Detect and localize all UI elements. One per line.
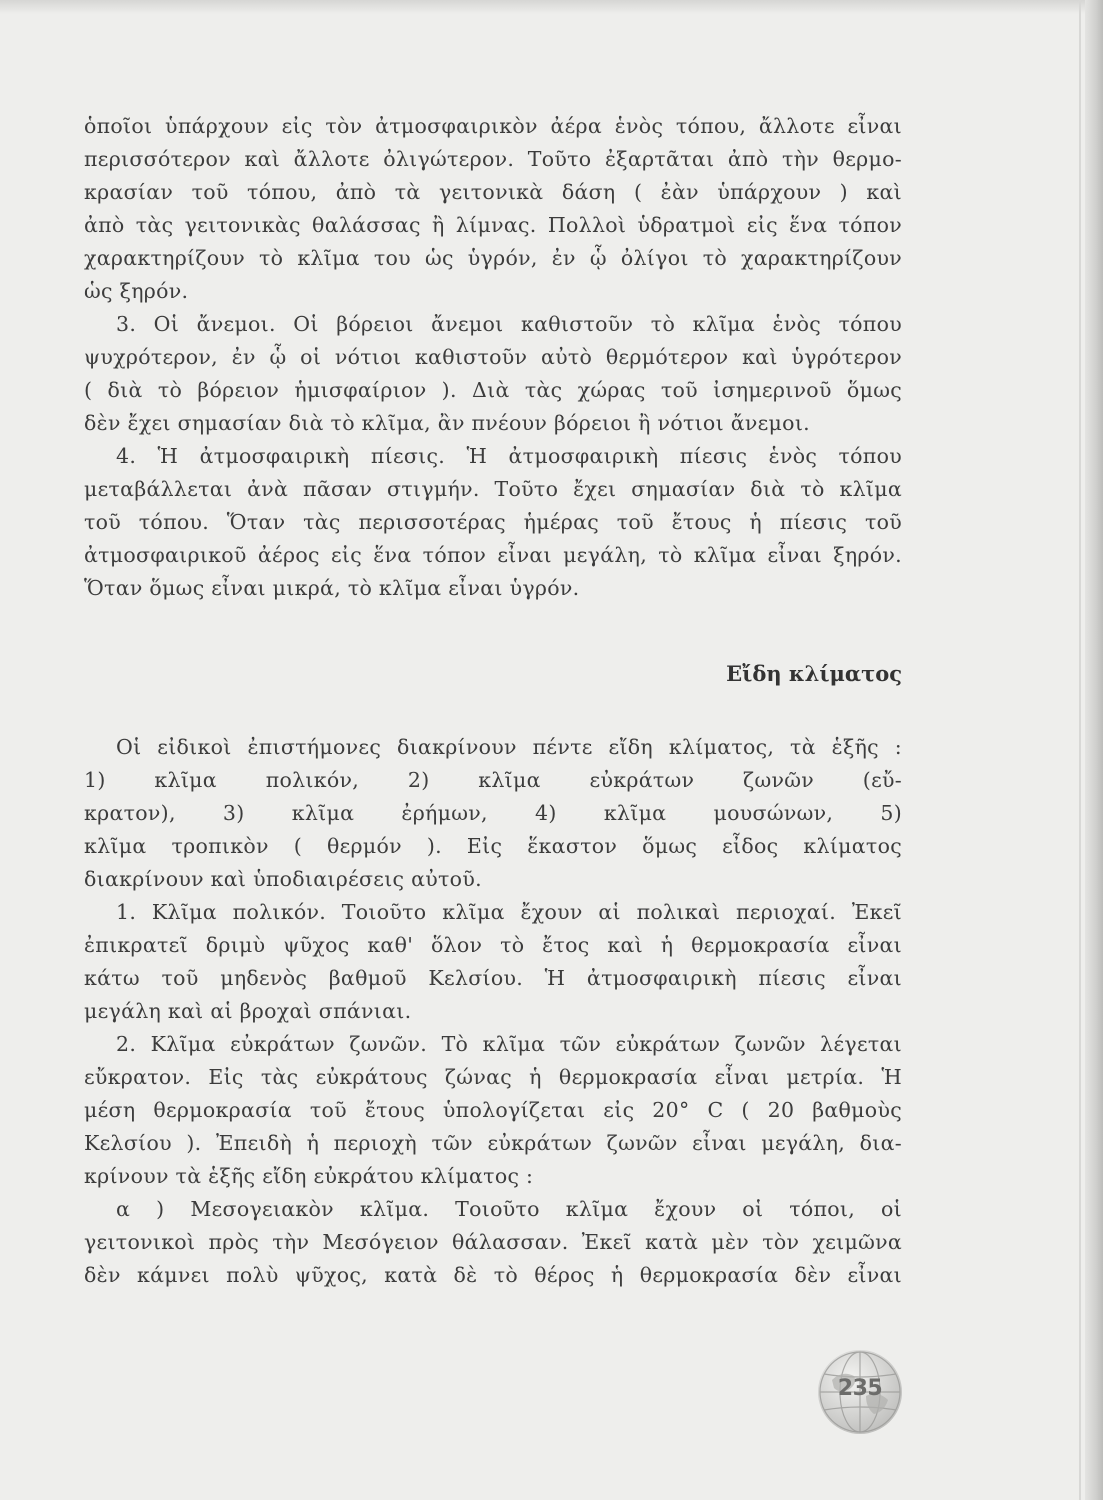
page-edge — [1085, 0, 1103, 1500]
text-line: α ) Μεσογειακὸν κλῖμα. Τοιοῦτο κλῖμα ἔχουν οἱ τόποι, οἱ — [116, 1197, 902, 1221]
text-line: δὲν ἔχει σημασίαν διὰ τὸ κλῖμα, ἂν πνέουν βόρειοι ἢ νότιοι ἄνεμοι. — [84, 411, 810, 435]
body-text — [84, 110, 902, 1292]
text-line: δὲν κάμνει πολὺ ψῦχος, κατὰ δὲ τὸ θέρος ἡ θερμοκρασία δὲν εἶναι — [84, 1263, 902, 1287]
text-line: κλῖμα τροπικὸν ( θερμόν ). Εἰς ἕκαστον ὅμως εἶδος κλίματος — [84, 834, 902, 858]
text-line: ὁποῖοι ὑπάρχουν εἰς τὸν ἀτμοσφαιρικὸν ἀέρα ἑνὸς τόπου, ἄλλοτε εἶναι — [84, 114, 902, 138]
top-shadow — [0, 0, 1103, 14]
globe-page-badge — [818, 1350, 902, 1434]
text-line: 1. Κλῖμα πολικόν. Τοιοῦτο κλῖμα ἔχουν αἱ πολικαὶ περιοχαί. Ἐκεῖ — [116, 900, 902, 924]
text-line: περισσότερον καὶ ἄλλοτε ὀλιγώτερον. Τοῦτο ἐξαρτᾶται ἀπὸ τὴν θερμο- — [84, 147, 902, 171]
text-line: 4. Ἡ ἀτμοσφαιρικὴ πίεσις. Ἡ ἀτμοσφαιρικὴ πίεσις ἑνὸς τόπου — [116, 444, 902, 468]
text-line: 3. Οἱ ἄνεμοι. Οἱ βόρειοι ἄνεμοι καθιστοῦν τὸ κλῖμα ἑνὸς τόπου — [116, 312, 902, 336]
text-line: μέση θερμοκρασία τοῦ ἔτους ὑπολογίζεται εἰς 20° C ( 20 βαθμοὺς — [84, 1098, 902, 1122]
text-line: εὔκρατον. Εἰς τὰς εὐκράτους ζώνας ἡ θερμοκρασία εἶναι μετρία. Ἡ — [84, 1065, 902, 1089]
page-number: 235 — [837, 1376, 883, 1401]
text-line: χαρακτηρίζουν τὸ κλῖμα του ὡς ὑγρόν, ἐν ᾧ ὀλίγοι τὸ χαρακτηρίζουν — [84, 246, 902, 270]
text-line: μεταβάλλεται ἀνὰ πᾶσαν στιγμήν. Τοῦτο ἔχει σημασίαν διὰ τὸ κλῖμα — [84, 477, 902, 501]
text-line: 1) κλῖμα πολικόν, 2) κλῖμα εὐκράτων ζωνῶν (εὔ- — [84, 768, 902, 792]
text-line: κάτω τοῦ μηδενὸς βαθμοῦ Κελσίου. Ἡ ἀτμοσφαιρικὴ πίεσις εἶναι — [84, 966, 902, 990]
text-line: τοῦ τόπου. Ὅταν τὰς περισσοτέρας ἡμέρας τοῦ ἔτους ἡ πίεσις τοῦ — [84, 510, 902, 534]
text-line: κρίνουν τὰ ἑξῆς εἴδη εὐκράτου κλίματος : — [84, 1164, 534, 1188]
text-line: διακρίνουν καὶ ὑποδιαιρέσεις αὐτοῦ. — [84, 867, 482, 891]
text-line: Κελσίου ). Ἐπειδὴ ἡ περιοχὴ τῶν εὐκράτων ζωνῶν εἶναι μεγάλη, δια- — [84, 1131, 902, 1155]
text-line: ἐπικρατεῖ δριμὺ ψῦχος καθ' ὅλον τὸ ἔτος καὶ ἡ θερμοκρασία εἶναι — [84, 933, 902, 957]
text-line: γειτονικοὶ πρὸς τὴν Μεσόγειον θάλασσαν. Ἐκεῖ κατὰ μὲν τὸν χειμῶνα — [84, 1230, 902, 1254]
text-line: ἀτμοσφαιρικοῦ ἀέρος εἰς ἕνα τόπον εἶναι μεγάλη, τὸ κλῖμα εἶναι ξηρόν. — [84, 543, 902, 567]
text-line: κρατον), 3) κλῖμα ἐρήμων, 4) κλῖμα μουσώνων, 5) — [84, 801, 902, 825]
text-line: κρασίαν τοῦ τόπου, ἀπὸ τὰ γειτονικὰ δάση ( ἐὰν ὑπάρχουν ) καὶ — [84, 180, 902, 204]
text-line: ( διὰ τὸ βόρειον ἡμισφαίριον ). Διὰ τὰς χώρας τοῦ ἰσημερινοῦ ὅμως — [84, 378, 902, 402]
text-line: ὡς ξηρόν. — [84, 279, 189, 303]
section-heading: Εἴδη κλίματος — [726, 661, 902, 686]
text-line: Οἱ εἰδικοὶ ἐπιστήμονες διακρίνουν πέντε εἴδη κλίματος, τὰ ἑξῆς : — [116, 735, 902, 759]
text-line: Ὅταν ὅμως εἶναι μικρά, τὸ κλῖμα εἶναι ὑγρόν. — [84, 576, 580, 600]
page-edge-line — [1079, 0, 1081, 1500]
text-line: ψυχρότερον, ἐν ᾧ οἱ νότιοι καθιστοῦν αὐτὸ θερμότερον καὶ ὑγρότερον — [84, 345, 902, 369]
text-line: ἀπὸ τὰς γειτονικὰς θαλάσσας ἢ λίμνας. Πολλοὶ ὑδρατμοὶ εἰς ἕνα τόπον — [84, 213, 902, 237]
text-line: μεγάλη καὶ αἱ βροχαὶ σπάνιαι. — [84, 999, 412, 1023]
text-line: 2. Κλῖμα εὐκράτων ζωνῶν. Τὸ κλῖμα τῶν εὐκράτων ζωνῶν λέγεται — [116, 1032, 902, 1056]
